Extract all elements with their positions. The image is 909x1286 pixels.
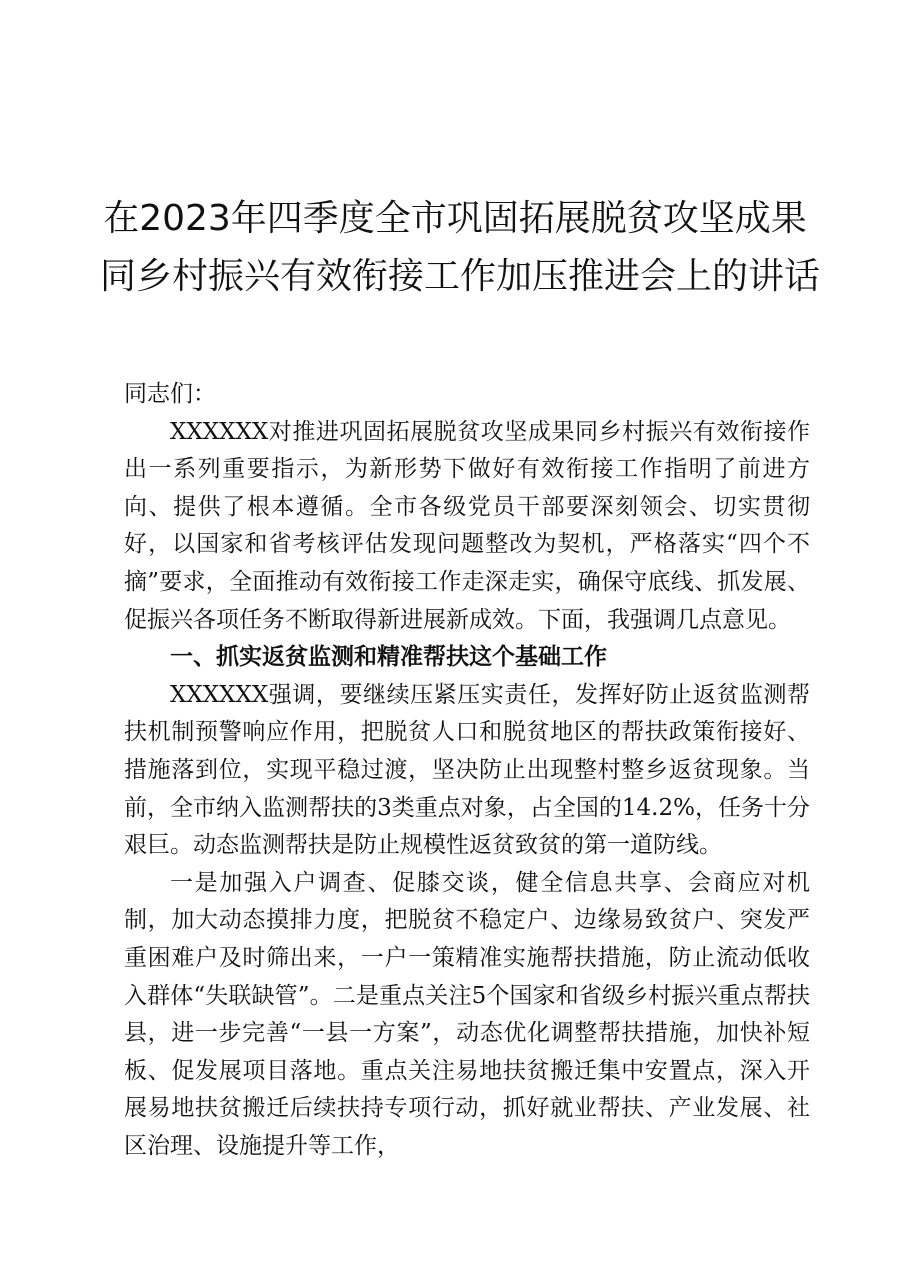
document-body [124, 376, 810, 1165]
title-line-1: 在2023年四季度全市巩固拓展脱贫攻坚成果 [103, 198, 807, 239]
salutation: 同志们： [124, 381, 216, 407]
paragraph-section-1: XXXXXX强调，要继续压紧压实责任，发挥好防止返贫监测帮扶机制预警响应作用，把脱贫人口和脱贫地区的帮扶政策衔接好、措施落到位，实现平稳过渡，坚决防止出现整村整乡返贫现象。当前，全市纳入监测帮扶的3类重点对象，占全国的14.2%，任务十分艰巨。动态监测帮扶是防止规模性返贫致贫的第一道防线。 [124, 681, 810, 859]
paragraph-measures: 一是加强入户调查、促膝交谈，健全信息共享、会商应对机制，加大动态摸排力度，把脱贫不稳定户、边缘易致贫户、突发严重困难户及时筛出来，一户一策精准实施帮扶措施，防止流动低收入群体“失联缺管”。二是重点关注5个国家和省级乡村振兴重点帮扶县，进一步完善“一县一方案”，动态优化调整帮扶措施，加快补短板、促发展项目落地。重点关注易地扶贫搬迁集中安置点，深入开展易地扶贫搬迁后续扶持专项行动，抓好就业帮扶、产业发展、社区治理、设施提升等工作， [124, 869, 810, 1159]
paragraph-intro: XXXXXX对推进巩固拓展脱贫攻坚成果同乡村振兴有效衔接作出一系列重要指示，为新形势下做好有效衔接工作指明了前进方向、提供了根本遵循。全市各级党员干部要深刻领会、切实贯彻好，以国家和省考核评估发现问题整改为契机，严格落实“四个不摘”要求，全面推动有效衔接工作走深走实，确保守底线、抓发展、促振兴各项任务不断取得新进展新成效。下面，我强调几点意见。 [124, 418, 810, 633]
section-heading-1: 一、抓实返贫监测和精准帮扶这个基础工作 [170, 644, 607, 671]
title-line-2: 同乡村振兴有效衔接工作加压推进会上的讲话 [100, 256, 821, 297]
document-title [100, 190, 821, 306]
